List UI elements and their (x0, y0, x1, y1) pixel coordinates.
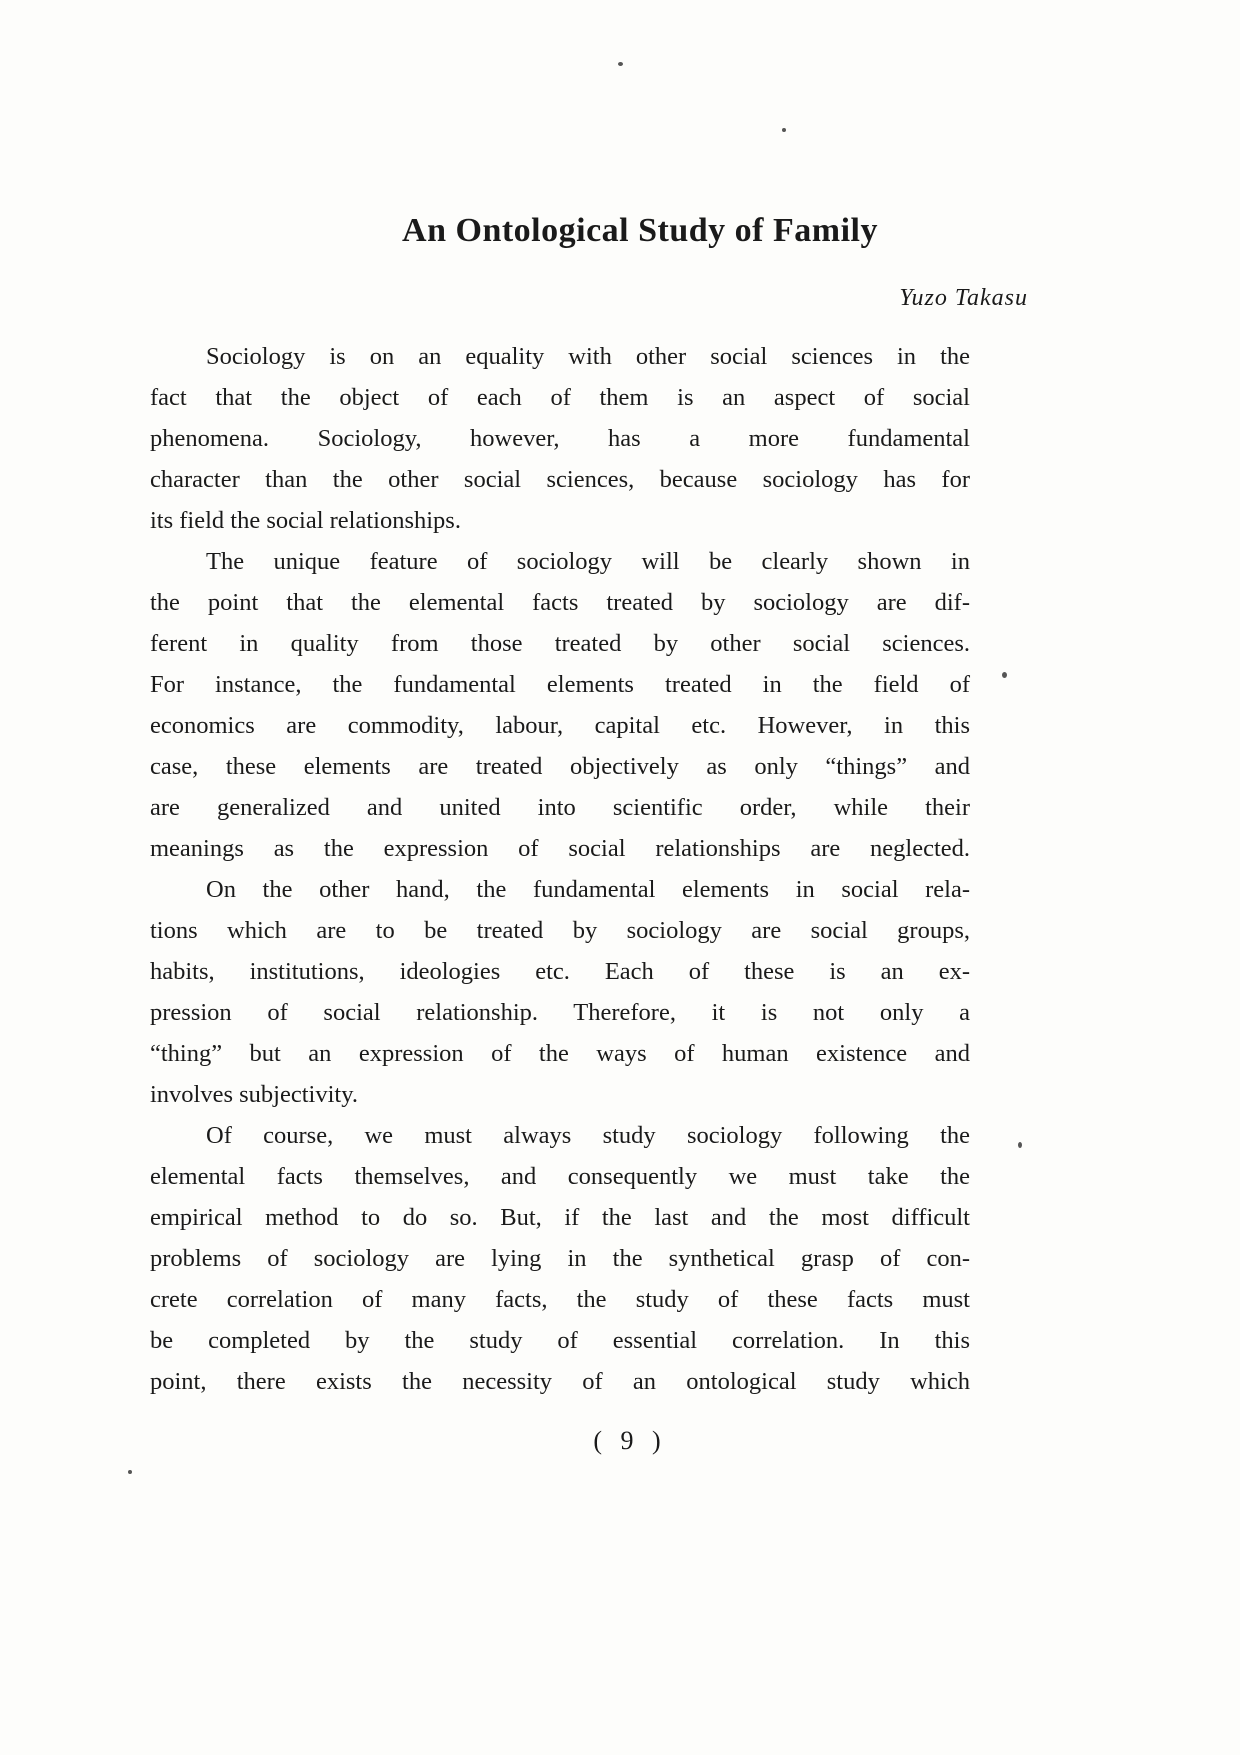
text-line: The unique feature of sociology will be clearly shown in (206, 548, 970, 575)
text-line: habits, institutions, ideologies etc. Each of these is an ex- (150, 958, 970, 985)
text-line: the point that the elemental facts treated by sociology are dif- (150, 589, 970, 616)
text-line: case, these elements are treated objectively as only “things” and (150, 753, 970, 780)
paragraph (150, 336, 970, 541)
paragraph (150, 541, 970, 869)
scan-speck (128, 1470, 132, 1474)
author-name: Yuzo Takasu (899, 285, 1028, 311)
text-line: elemental facts themselves, and consequently we must take the (150, 1163, 970, 1190)
paper-title: An Ontological Study of Family (402, 212, 878, 249)
text-line: crete correlation of many facts, the study of these facts must (150, 1286, 970, 1313)
text-line: fact that the object of each of them is an aspect of social (150, 384, 970, 411)
text-line: point, there exists the necessity of an ontological study which (150, 1368, 970, 1395)
text-line: character than the other social sciences, because sociology has for (150, 466, 970, 493)
text-line: On the other hand, the fundamental elements in social rela- (206, 876, 970, 903)
text-line: Of course, we must always study sociology following the (206, 1122, 970, 1149)
text-line: involves subjectivity. (150, 1081, 358, 1108)
scan-speck (1018, 1142, 1022, 1148)
paragraph (150, 869, 970, 1115)
scan-speck (782, 128, 786, 132)
scan-speck (618, 62, 623, 66)
text-line: its field the social relationships. (150, 507, 461, 534)
paragraph (150, 1115, 970, 1402)
text-line: meanings as the expression of social relationships are neglected. (150, 835, 970, 862)
text-line: empirical method to do so. But, if the last and the most difficult (150, 1204, 970, 1231)
text-line: For instance, the fundamental elements treated in the field of (150, 671, 970, 698)
text-line: be completed by the study of essential correlation. In this (150, 1327, 970, 1354)
scan-speck (1002, 672, 1007, 678)
text-line: tions which are to be treated by sociology are social groups, (150, 917, 970, 944)
text-line: “thing” but an expression of the ways of human existence and (150, 1040, 970, 1067)
text-line: economics are commodity, labour, capital etc. However, in this (150, 712, 970, 739)
text-line: problems of sociology are lying in the synthetical grasp of con- (150, 1245, 970, 1272)
body-text (150, 336, 970, 1402)
text-line: Sociology is on an equality with other social sciences in the (206, 343, 970, 370)
page-number: ( 9 ) (593, 1426, 667, 1455)
text-line: ferent in quality from those treated by other social sciences. (150, 630, 970, 657)
text-line: are generalized and united into scientific order, while their (150, 794, 970, 821)
text-line: pression of social relationship. Therefore, it is not only a (150, 999, 970, 1026)
text-line: phenomena. Sociology, however, has a more fundamental (150, 425, 970, 452)
